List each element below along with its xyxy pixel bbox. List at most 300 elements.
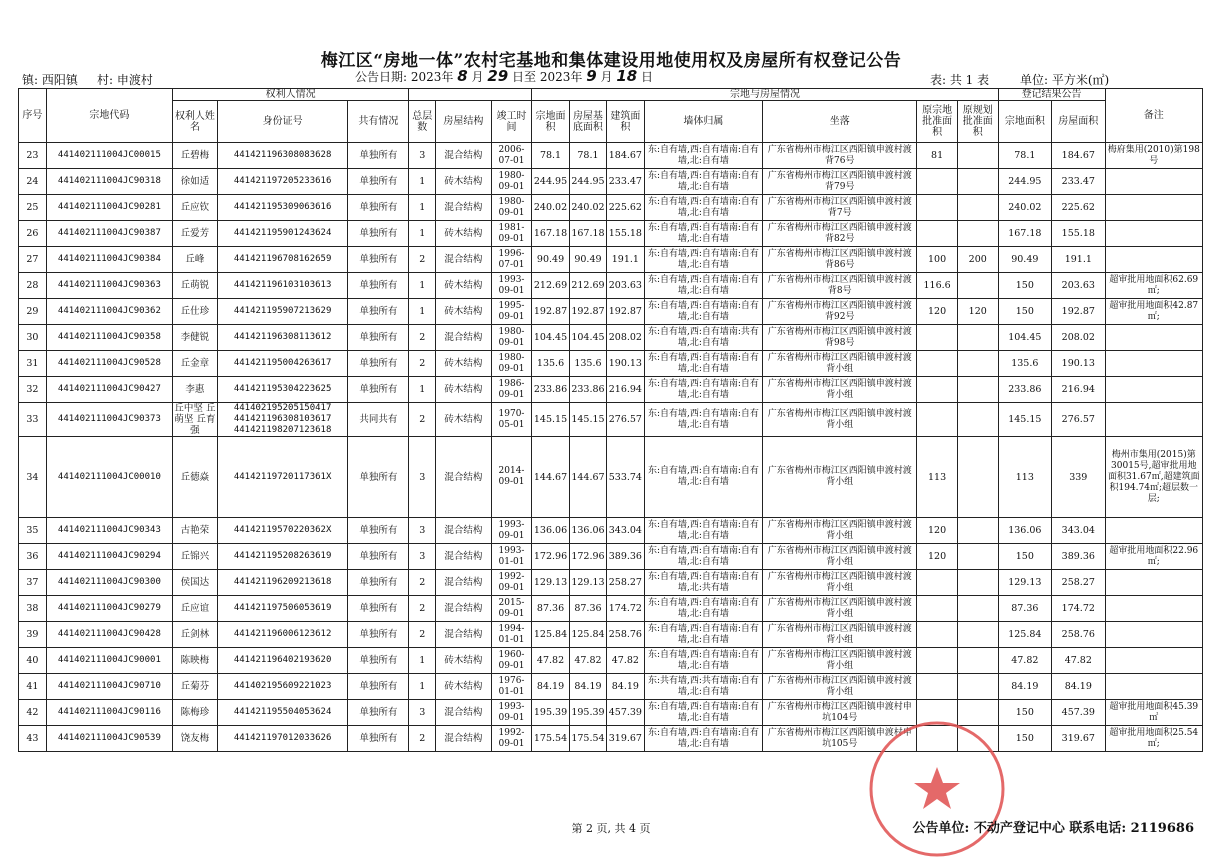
row-id-number: 441421196006123612 <box>217 622 347 648</box>
hdr-id: 身份证号 <box>217 101 347 143</box>
row-parcel-area: 104.45 <box>532 325 569 351</box>
table-row <box>19 273 1203 299</box>
row-structure: 砖木结构 <box>436 377 492 403</box>
row-approved-area <box>917 221 958 247</box>
row-parcel-code: 441402111004JC90539 <box>46 726 172 752</box>
hdr-walls: 墙体归属 <box>644 101 763 143</box>
row-planned-area: 120 <box>957 299 998 325</box>
row-planned-area <box>957 169 998 195</box>
row-result-parcel: 244.95 <box>998 169 1051 195</box>
row-completion-date: 2014-09-01 <box>491 437 532 518</box>
row-seq: 26 <box>19 221 47 247</box>
row-footprint: 135.6 <box>569 351 606 377</box>
row-footprint: 78.1 <box>569 143 606 169</box>
table-row <box>19 325 1203 351</box>
row-share: 单独所有 <box>348 700 409 726</box>
row-walls: 东:共有墙,西:共有墙南:自有墙,北:自有墙 <box>644 674 763 700</box>
row-seq: 40 <box>19 648 47 674</box>
row-walls: 东:自有墙,西:自有墙南:自有墙,北:自有墙 <box>644 169 763 195</box>
hdr-house-spacer <box>409 89 532 101</box>
row-completion-date: 1993-09-01 <box>491 273 532 299</box>
row-parcel-code: 441402111004JC90427 <box>46 377 172 403</box>
hdr-share: 共有情况 <box>348 101 409 143</box>
row-parcel-area: 195.39 <box>532 700 569 726</box>
row-location: 广东省梅州市梅江区西阳镇申渡村渡背小组 <box>763 622 917 648</box>
row-result-building: 174.72 <box>1052 596 1105 622</box>
row-structure: 混合结构 <box>436 247 492 273</box>
row-seq: 34 <box>19 437 47 518</box>
row-planned-area <box>957 596 998 622</box>
row-result-parcel: 240.02 <box>998 195 1051 221</box>
row-share: 单独所有 <box>348 299 409 325</box>
row-location: 广东省梅州市梅江区西阳镇申渡村申坑104号 <box>763 700 917 726</box>
row-parcel-area: 78.1 <box>532 143 569 169</box>
row-note <box>1105 325 1202 351</box>
row-approved-area <box>917 325 958 351</box>
row-owner-name: 丘峰 <box>172 247 217 273</box>
row-location: 广东省梅州市梅江区西阳镇申渡村渡背76号 <box>763 143 917 169</box>
row-building-area: 208.02 <box>607 325 644 351</box>
row-share: 单独所有 <box>348 143 409 169</box>
table-row <box>19 247 1203 273</box>
row-note <box>1105 377 1202 403</box>
row-footprint: 212.69 <box>569 273 606 299</box>
row-building-area: 47.82 <box>607 648 644 674</box>
row-approved-area <box>917 570 958 596</box>
row-seq: 39 <box>19 622 47 648</box>
row-planned-area <box>957 403 998 437</box>
row-result-parcel: 129.13 <box>998 570 1051 596</box>
hdr-result-group: 登记结果公告 <box>998 89 1105 101</box>
row-structure: 砖木结构 <box>436 169 492 195</box>
row-completion-date: 1981-09-01 <box>491 221 532 247</box>
row-completion-date: 2015-09-01 <box>491 596 532 622</box>
row-seq: 33 <box>19 403 47 437</box>
row-id-number: 441421196308113612 <box>217 325 347 351</box>
row-approved-area <box>917 169 958 195</box>
row-id-number: 441421195907213629 <box>217 299 347 325</box>
row-footprint: 144.67 <box>569 437 606 518</box>
row-note <box>1105 674 1202 700</box>
row-result-building: 319.67 <box>1052 726 1105 752</box>
row-id-number: 441421197012033626 <box>217 726 347 752</box>
month-word-1: 月 <box>471 70 484 84</box>
table-count: 表: 共 1 表 <box>930 73 990 87</box>
end-month: 9 <box>586 67 597 85</box>
page-number: 第 2 页, 共 4 页 <box>571 822 651 835</box>
row-walls: 东:自有墙,西:自有墙南:自有墙,北:自有墙 <box>644 700 763 726</box>
row-result-building: 184.67 <box>1052 143 1105 169</box>
row-footprint: 84.19 <box>569 674 606 700</box>
row-parcel-area: 244.95 <box>532 169 569 195</box>
row-seq: 25 <box>19 195 47 221</box>
row-owner-name: 丘菊芬 <box>172 674 217 700</box>
row-result-parcel: 104.45 <box>998 325 1051 351</box>
row-seq: 29 <box>19 299 47 325</box>
hdr-rights-group: 权利人情况 <box>172 89 408 101</box>
hdr-structure: 房屋结构 <box>436 101 492 143</box>
row-location: 广东省梅州市梅江区西阳镇申渡村渡背小组 <box>763 518 917 544</box>
row-walls: 东:自有墙,西:自有墙南:自有墙,北:自有墙 <box>644 377 763 403</box>
row-parcel-area: 167.18 <box>532 221 569 247</box>
row-floors: 1 <box>409 674 436 700</box>
row-location: 广东省梅州市梅江区西阳镇申渡村渡背7号 <box>763 195 917 221</box>
hdr-planned-area: 原规划批准面积 <box>957 101 998 143</box>
row-owner-name: 陈梅珍 <box>172 700 217 726</box>
row-structure: 混合结构 <box>436 596 492 622</box>
table-row <box>19 299 1203 325</box>
row-note: 超审批用地面积22.96㎡; <box>1105 544 1202 570</box>
row-id-number: 441421196308083628 <box>217 143 347 169</box>
row-planned-area <box>957 377 998 403</box>
table-row <box>19 221 1203 247</box>
row-id-number: 441421195208263619 <box>217 544 347 570</box>
row-seq: 23 <box>19 143 47 169</box>
row-building-area: 155.18 <box>607 221 644 247</box>
row-structure: 混合结构 <box>436 143 492 169</box>
row-seq: 42 <box>19 700 47 726</box>
row-result-building: 190.13 <box>1052 351 1105 377</box>
row-location: 广东省梅州市梅江区西阳镇申渡村渡背小组 <box>763 437 917 518</box>
row-walls: 东:自有墙,西:自有墙南:自有墙,北:自有墙 <box>644 596 763 622</box>
location-line <box>22 71 153 88</box>
row-building-area: 190.13 <box>607 351 644 377</box>
row-owner-name: 李惠 <box>172 377 217 403</box>
row-share: 单独所有 <box>348 518 409 544</box>
row-planned-area <box>957 570 998 596</box>
row-id-number: 441402195609221023 <box>217 674 347 700</box>
row-completion-date: 1980-09-01 <box>491 195 532 221</box>
row-result-parcel: 150 <box>998 299 1051 325</box>
row-owner-name: 丘萌锐 <box>172 273 217 299</box>
row-note <box>1105 596 1202 622</box>
row-note <box>1105 518 1202 544</box>
row-completion-date: 1993-09-01 <box>491 700 532 726</box>
start-day: 29 <box>487 67 509 85</box>
row-owner-name: 丘仕珍 <box>172 299 217 325</box>
seal-star-icon <box>914 767 960 809</box>
row-seq: 38 <box>19 596 47 622</box>
row-planned-area <box>957 674 998 700</box>
row-floors: 2 <box>409 247 436 273</box>
row-result-building: 84.19 <box>1052 674 1105 700</box>
row-id-number: 441421197205233616 <box>217 169 347 195</box>
row-share: 单独所有 <box>348 351 409 377</box>
row-building-area: 84.19 <box>607 674 644 700</box>
row-result-building: 258.27 <box>1052 570 1105 596</box>
row-seq: 36 <box>19 544 47 570</box>
row-result-building: 233.47 <box>1052 169 1105 195</box>
row-result-building: 208.02 <box>1052 325 1105 351</box>
row-completion-date: 1986-09-01 <box>491 377 532 403</box>
row-floors: 1 <box>409 195 436 221</box>
row-footprint: 244.95 <box>569 169 606 195</box>
row-completion-date: 1970-05-01 <box>491 403 532 437</box>
table-row <box>19 596 1203 622</box>
row-result-building: 343.04 <box>1052 518 1105 544</box>
row-approved-area <box>917 596 958 622</box>
row-building-area: 389.36 <box>607 544 644 570</box>
row-structure: 混合结构 <box>436 325 492 351</box>
row-parcel-code: 441402111004JC90373 <box>46 403 172 437</box>
row-building-area: 258.76 <box>607 622 644 648</box>
row-parcel-area: 240.02 <box>532 195 569 221</box>
table-row <box>19 377 1203 403</box>
row-result-building: 339 <box>1052 437 1105 518</box>
row-owner-name: 丘碧梅 <box>172 143 217 169</box>
row-note: 超审批用地面积45.39㎡ <box>1105 700 1202 726</box>
row-structure: 砖木结构 <box>436 221 492 247</box>
row-floors: 3 <box>409 544 436 570</box>
row-footprint: 129.13 <box>569 570 606 596</box>
row-seq: 24 <box>19 169 47 195</box>
row-floors: 2 <box>409 403 436 437</box>
row-structure: 混合结构 <box>436 544 492 570</box>
row-planned-area <box>957 351 998 377</box>
row-planned-area <box>957 648 998 674</box>
row-note <box>1105 195 1202 221</box>
row-parcel-area: 129.13 <box>532 570 569 596</box>
row-location: 广东省梅州市梅江区西阳镇申渡村渡背86号 <box>763 247 917 273</box>
row-result-parcel: 87.36 <box>998 596 1051 622</box>
hdr-parcel-group: 宗地与房屋情况 <box>532 89 998 101</box>
row-planned-area <box>957 273 998 299</box>
row-result-building: 47.82 <box>1052 648 1105 674</box>
row-parcel-code: 441402111004JC90363 <box>46 273 172 299</box>
row-floors: 1 <box>409 299 436 325</box>
village-value: 申渡村 <box>116 73 153 87</box>
row-parcel-area: 175.54 <box>532 726 569 752</box>
row-building-area: 191.1 <box>607 247 644 273</box>
row-parcel-code: 441402111004JC90528 <box>46 351 172 377</box>
row-building-area: 258.27 <box>607 570 644 596</box>
row-building-area: 184.67 <box>607 143 644 169</box>
row-location: 广东省梅州市梅江区西阳镇申渡村渡背小组 <box>763 544 917 570</box>
row-owner-name: 徐如适 <box>172 169 217 195</box>
row-id-number: 441421195504053624 <box>217 700 347 726</box>
table-row <box>19 518 1203 544</box>
row-structure: 砖木结构 <box>436 674 492 700</box>
row-id-number: 441421195304223625 <box>217 377 347 403</box>
row-floors: 2 <box>409 726 436 752</box>
row-owner-name: 侯国达 <box>172 570 217 596</box>
row-completion-date: 1996-07-01 <box>491 247 532 273</box>
announcement-date <box>355 67 653 85</box>
row-result-building: 276.57 <box>1052 403 1105 437</box>
row-structure: 砖木结构 <box>436 403 492 437</box>
row-note <box>1105 570 1202 596</box>
row-footprint: 47.82 <box>569 648 606 674</box>
row-note <box>1105 169 1202 195</box>
row-completion-date: 1993-01-01 <box>491 544 532 570</box>
table-row <box>19 403 1203 437</box>
row-share: 单独所有 <box>348 570 409 596</box>
row-parcel-code: 441402111004JC90358 <box>46 325 172 351</box>
row-seq: 41 <box>19 674 47 700</box>
hdr-approved-area: 原宗地批准面积 <box>917 101 958 143</box>
row-parcel-code: 441402111004JC90710 <box>46 674 172 700</box>
row-approved-area: 116.6 <box>917 273 958 299</box>
row-location: 广东省梅州市梅江区西阳镇申渡村渡背小组 <box>763 648 917 674</box>
row-location: 广东省梅州市梅江区西阳镇申渡村渡背小组 <box>763 351 917 377</box>
row-approved-area <box>917 648 958 674</box>
row-note: 梅府集用(2010)第198号 <box>1105 143 1202 169</box>
row-share: 共同共有 <box>348 403 409 437</box>
row-building-area: 276.57 <box>607 403 644 437</box>
row-planned-area: 200 <box>957 247 998 273</box>
row-footprint: 175.54 <box>569 726 606 752</box>
hdr-seq: 序号 <box>19 89 47 143</box>
table-row <box>19 648 1203 674</box>
row-result-parcel: 145.15 <box>998 403 1051 437</box>
row-result-parcel: 135.6 <box>998 351 1051 377</box>
row-floors: 3 <box>409 143 436 169</box>
row-location: 广东省梅州市梅江区西阳镇申渡村渡背98号 <box>763 325 917 351</box>
hdr-completion: 竣工时间 <box>491 101 532 143</box>
hdr-note: 备注 <box>1105 89 1202 143</box>
row-planned-area <box>957 195 998 221</box>
row-result-parcel: 150 <box>998 726 1051 752</box>
town-label: 镇: <box>22 73 39 87</box>
row-parcel-code: 441402111004JC90300 <box>46 570 172 596</box>
row-id-number: 441421196103103613 <box>217 273 347 299</box>
row-structure: 混合结构 <box>436 195 492 221</box>
row-share: 单独所有 <box>348 596 409 622</box>
hdr-location: 坐落 <box>763 101 917 143</box>
row-walls: 东:自有墙,西:自有墙南:自有墙,北:自有墙 <box>644 403 763 437</box>
row-result-parcel: 125.84 <box>998 622 1051 648</box>
row-location: 广东省梅州市梅江区西阳镇申渡村渡背小组 <box>763 596 917 622</box>
row-approved-area: 120 <box>917 518 958 544</box>
row-footprint: 104.45 <box>569 325 606 351</box>
row-result-parcel: 150 <box>998 273 1051 299</box>
date-mid: 日至 2023年 <box>512 70 583 84</box>
row-owner-name: 古艳荣 <box>172 518 217 544</box>
row-walls: 东:自有墙,西:自有墙南:自有墙,北:共有墙 <box>644 570 763 596</box>
row-location: 广东省梅州市梅江区西阳镇申渡村渡背79号 <box>763 169 917 195</box>
row-floors: 3 <box>409 700 436 726</box>
row-building-area: 192.87 <box>607 299 644 325</box>
row-structure: 混合结构 <box>436 700 492 726</box>
row-seq: 27 <box>19 247 47 273</box>
row-owner-name: 丘锦兴 <box>172 544 217 570</box>
row-structure: 混合结构 <box>436 570 492 596</box>
row-floors: 2 <box>409 325 436 351</box>
row-completion-date: 1980-09-01 <box>491 351 532 377</box>
table-row <box>19 143 1203 169</box>
row-parcel-area: 84.19 <box>532 674 569 700</box>
row-footprint: 125.84 <box>569 622 606 648</box>
row-result-parcel: 90.49 <box>998 247 1051 273</box>
row-parcel-code: 441402111004JC90001 <box>46 648 172 674</box>
row-walls: 东:自有墙,西:自有墙南:自有墙,北:自有墙 <box>644 622 763 648</box>
row-note <box>1105 247 1202 273</box>
row-share: 单独所有 <box>348 377 409 403</box>
row-planned-area <box>957 518 998 544</box>
table-row <box>19 674 1203 700</box>
row-structure: 砖木结构 <box>436 351 492 377</box>
row-parcel-code: 441402111004JC90384 <box>46 247 172 273</box>
table-row <box>19 622 1203 648</box>
row-footprint: 233.86 <box>569 377 606 403</box>
row-walls: 东:自有墙,西:自有墙南:共有墙,北:自有墙 <box>644 325 763 351</box>
row-walls: 东:自有墙,西:自有墙南:自有墙,北:自有墙 <box>644 195 763 221</box>
row-result-building: 191.1 <box>1052 247 1105 273</box>
row-approved-area <box>917 403 958 437</box>
row-walls: 东:自有墙,西:自有墙南:自有墙,北:自有墙 <box>644 221 763 247</box>
row-building-area: 343.04 <box>607 518 644 544</box>
row-parcel-code: 441402111004JC90343 <box>46 518 172 544</box>
row-note: 梅州市集用(2015)第30015号,超审批用地面积31.67㎡,超建筑面积194.74㎡;超层数一层; <box>1105 437 1202 518</box>
row-seq: 32 <box>19 377 47 403</box>
day-word: 日 <box>641 70 654 84</box>
row-share: 单独所有 <box>348 648 409 674</box>
row-completion-date: 1980-09-01 <box>491 325 532 351</box>
row-structure: 砖木结构 <box>436 273 492 299</box>
row-building-area: 457.39 <box>607 700 644 726</box>
row-structure: 混合结构 <box>436 437 492 518</box>
start-month: 8 <box>457 67 468 85</box>
row-building-area: 174.72 <box>607 596 644 622</box>
row-note: 超审批用地面积25.54㎡; <box>1105 726 1202 752</box>
row-parcel-area: 125.84 <box>532 622 569 648</box>
row-owner-name: 丘剑林 <box>172 622 217 648</box>
row-building-area: 533.74 <box>607 437 644 518</box>
row-building-area: 216.94 <box>607 377 644 403</box>
row-footprint: 136.06 <box>569 518 606 544</box>
row-share: 单独所有 <box>348 273 409 299</box>
row-approved-area <box>917 674 958 700</box>
row-completion-date: 1992-09-01 <box>491 570 532 596</box>
hdr-result-parcel: 宗地面积 <box>998 101 1051 143</box>
row-completion-date: 1994-01-01 <box>491 622 532 648</box>
row-parcel-area: 212.69 <box>532 273 569 299</box>
row-floors: 2 <box>409 570 436 596</box>
row-result-building: 216.94 <box>1052 377 1105 403</box>
row-footprint: 240.02 <box>569 195 606 221</box>
row-note <box>1105 622 1202 648</box>
row-note: 超审批用地面积62.69㎡; <box>1105 273 1202 299</box>
row-planned-area <box>957 221 998 247</box>
row-owner-name: 陈映梅 <box>172 648 217 674</box>
row-owner-name: 丘中坚 丘萌坚 丘育强 <box>174 403 216 436</box>
hdr-name: 权利人姓名 <box>172 101 217 143</box>
row-walls: 东:自有墙,西:自有墙南:自有墙,北:自有墙 <box>644 437 763 518</box>
table-row <box>19 351 1203 377</box>
row-location: 广东省梅州市梅江区西阳镇申渡村渡背小组 <box>763 377 917 403</box>
row-owner-name: 丘爱芳 <box>172 221 217 247</box>
row-result-parcel: 150 <box>998 544 1051 570</box>
row-note: 超审批用地面积42.87㎡; <box>1105 299 1202 325</box>
row-owner-name: 饶友梅 <box>172 726 217 752</box>
row-parcel-code: 441402111004JC90279 <box>46 596 172 622</box>
row-completion-date: 1993-09-01 <box>491 518 532 544</box>
row-parcel-code: 441402111004JC90294 <box>46 544 172 570</box>
row-walls: 东:自有墙,西:自有墙南:自有墙,北:自有墙 <box>644 299 763 325</box>
row-share: 单独所有 <box>348 622 409 648</box>
row-location: 广东省梅州市梅江区西阳镇申渡村渡背92号 <box>763 299 917 325</box>
row-share: 单独所有 <box>348 221 409 247</box>
row-approved-area <box>917 195 958 221</box>
row-owner-name: 丘应谊 <box>172 596 217 622</box>
row-share: 单独所有 <box>348 325 409 351</box>
table-row <box>19 726 1203 752</box>
row-location: 广东省梅州市梅江区西阳镇申渡村渡背82号 <box>763 221 917 247</box>
row-parcel-area: 47.82 <box>532 648 569 674</box>
row-id-number: 441421195309063616 <box>217 195 347 221</box>
row-parcel-code: 441402111004JC00015 <box>46 143 172 169</box>
row-approved-area <box>917 351 958 377</box>
